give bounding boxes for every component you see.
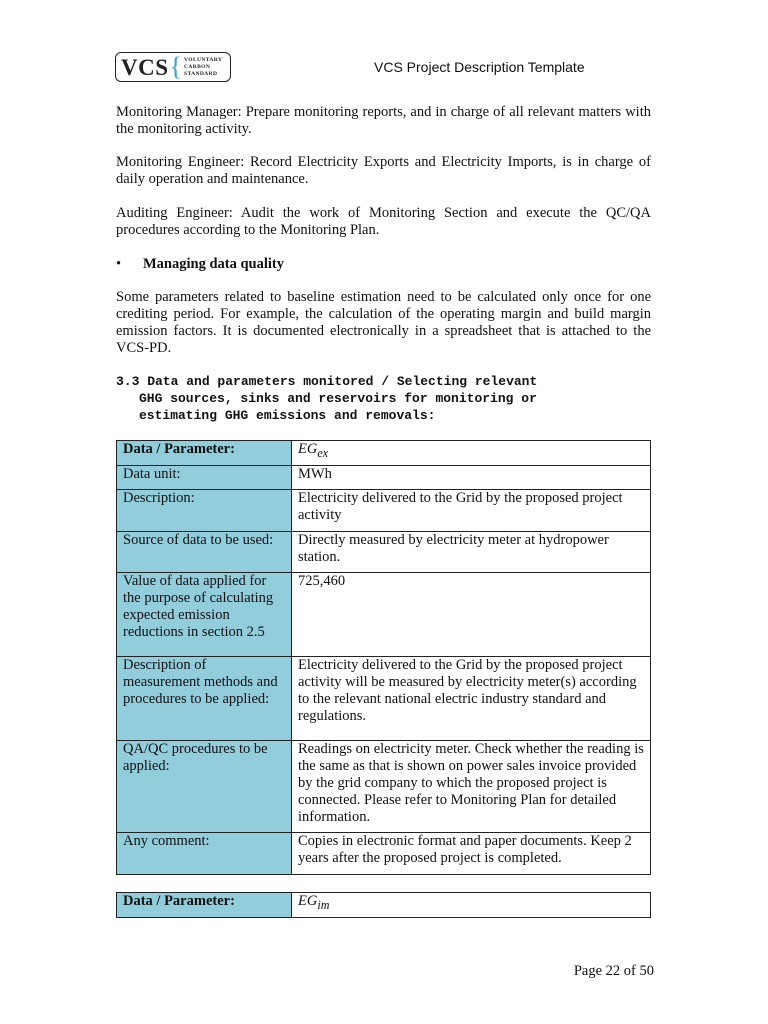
parameter-symbol-subscript: im xyxy=(317,897,330,912)
bullet-icon: • xyxy=(116,256,122,272)
logo-word: CARBON xyxy=(184,63,211,70)
table-value-cell: Readings on electricity meter. Check whether the reading is the same as that is shown on power sales invoice provided by the grid company to which the proposed project is connected. Please refer to Monitoring Plan for detailed information. xyxy=(292,741,651,833)
parameter-table-egim xyxy=(116,892,651,918)
table-row xyxy=(117,741,651,833)
parameter-symbol-subscript: ex xyxy=(317,445,329,460)
paragraph-monitoring-engineer: Monitoring Engineer: Record Electricity Exports and Electricity Imports, is in charge of daily operation and maintenance. xyxy=(116,154,651,187)
table-label-cell: Data / Parameter: xyxy=(117,893,292,918)
table-row xyxy=(117,657,651,741)
table-value-cell: Copies in electronic format and paper documents. Keep 2 years after the proposed project is completed. xyxy=(292,833,651,875)
table-label-cell: Description: xyxy=(117,490,292,532)
logo-words xyxy=(184,57,222,78)
table-row xyxy=(117,490,651,532)
paragraph-data-quality: Some parameters related to baseline estimation need to be calculated only once for one crediting period. For example, the calculation of the operating margin and build margin emission factors. It is documented electronically in a spreadsheet that is attached to the VCS-PD. xyxy=(116,289,651,356)
parameter-table-egex xyxy=(116,440,651,875)
table-value-cell: Electricity delivered to the Grid by the proposed project activity xyxy=(292,490,651,532)
logo-brace-icon: { xyxy=(169,52,182,81)
section-heading-line: 3.3 Data and parameters monitored / Selecting relevant xyxy=(116,374,538,389)
table-value-cell: Electricity delivered to the Grid by the proposed project activity will be measured by electricity meter(s) according to the relevant national electric industry standard and regulations. xyxy=(292,657,651,741)
table-value-cell: 725,460 xyxy=(292,573,651,657)
parameter-symbol xyxy=(292,893,651,918)
table-row xyxy=(117,441,651,466)
page-number: Page 22 of 50 xyxy=(573,963,654,979)
header-title: VCS Project Description Template xyxy=(374,59,585,75)
section-heading-line: GHG sources, sinks and reservoirs for monitoring or xyxy=(139,391,537,406)
section-heading-3-3 xyxy=(116,373,656,424)
paragraph-auditing-engineer: Auditing Engineer: Audit the work of Monitoring Section and execute the QC/QA procedures according to the Monitoring Plan. xyxy=(116,205,651,238)
table-label-cell: Data / Parameter: xyxy=(117,441,292,466)
table-label-cell: Data unit: xyxy=(117,466,292,490)
paragraph-monitoring-manager: Monitoring Manager: Prepare monitoring reports, and in charge of all relevant matters with the monitoring activity. xyxy=(116,104,651,137)
logo-word: VOLUNTARY xyxy=(184,56,223,63)
logo-word: STANDARD xyxy=(184,70,218,77)
parameter-symbol xyxy=(292,441,651,466)
table-row xyxy=(117,573,651,657)
parameter-symbol-base: EG xyxy=(298,893,318,909)
logo-vcs-text: VCS xyxy=(121,54,169,80)
table-row xyxy=(117,532,651,573)
section-heading-line: estimating GHG emissions and removals: xyxy=(139,408,436,423)
table-label-cell: Any comment: xyxy=(117,833,292,875)
table-value-cell: Directly measured by electricity meter at hydropower station. xyxy=(292,532,651,573)
table-label-cell: Description of measurement methods and procedures to be applied: xyxy=(117,657,292,741)
table-label-cell: Source of data to be used: xyxy=(117,532,292,573)
bullet-text: Managing data quality xyxy=(143,256,284,272)
table-value-cell: MWh xyxy=(292,466,651,490)
table-label-cell: QA/QC procedures to be applied: xyxy=(117,741,292,833)
table-label-cell: Value of data applied for the purpose of calculating expected emission reductions in section 2.5 xyxy=(117,573,292,657)
table-row xyxy=(117,893,651,918)
table-row xyxy=(117,833,651,875)
bullet-managing-data-quality xyxy=(116,256,284,273)
table-row xyxy=(117,466,651,490)
parameter-symbol-base: EG xyxy=(298,441,318,457)
vcs-logo xyxy=(115,52,231,82)
